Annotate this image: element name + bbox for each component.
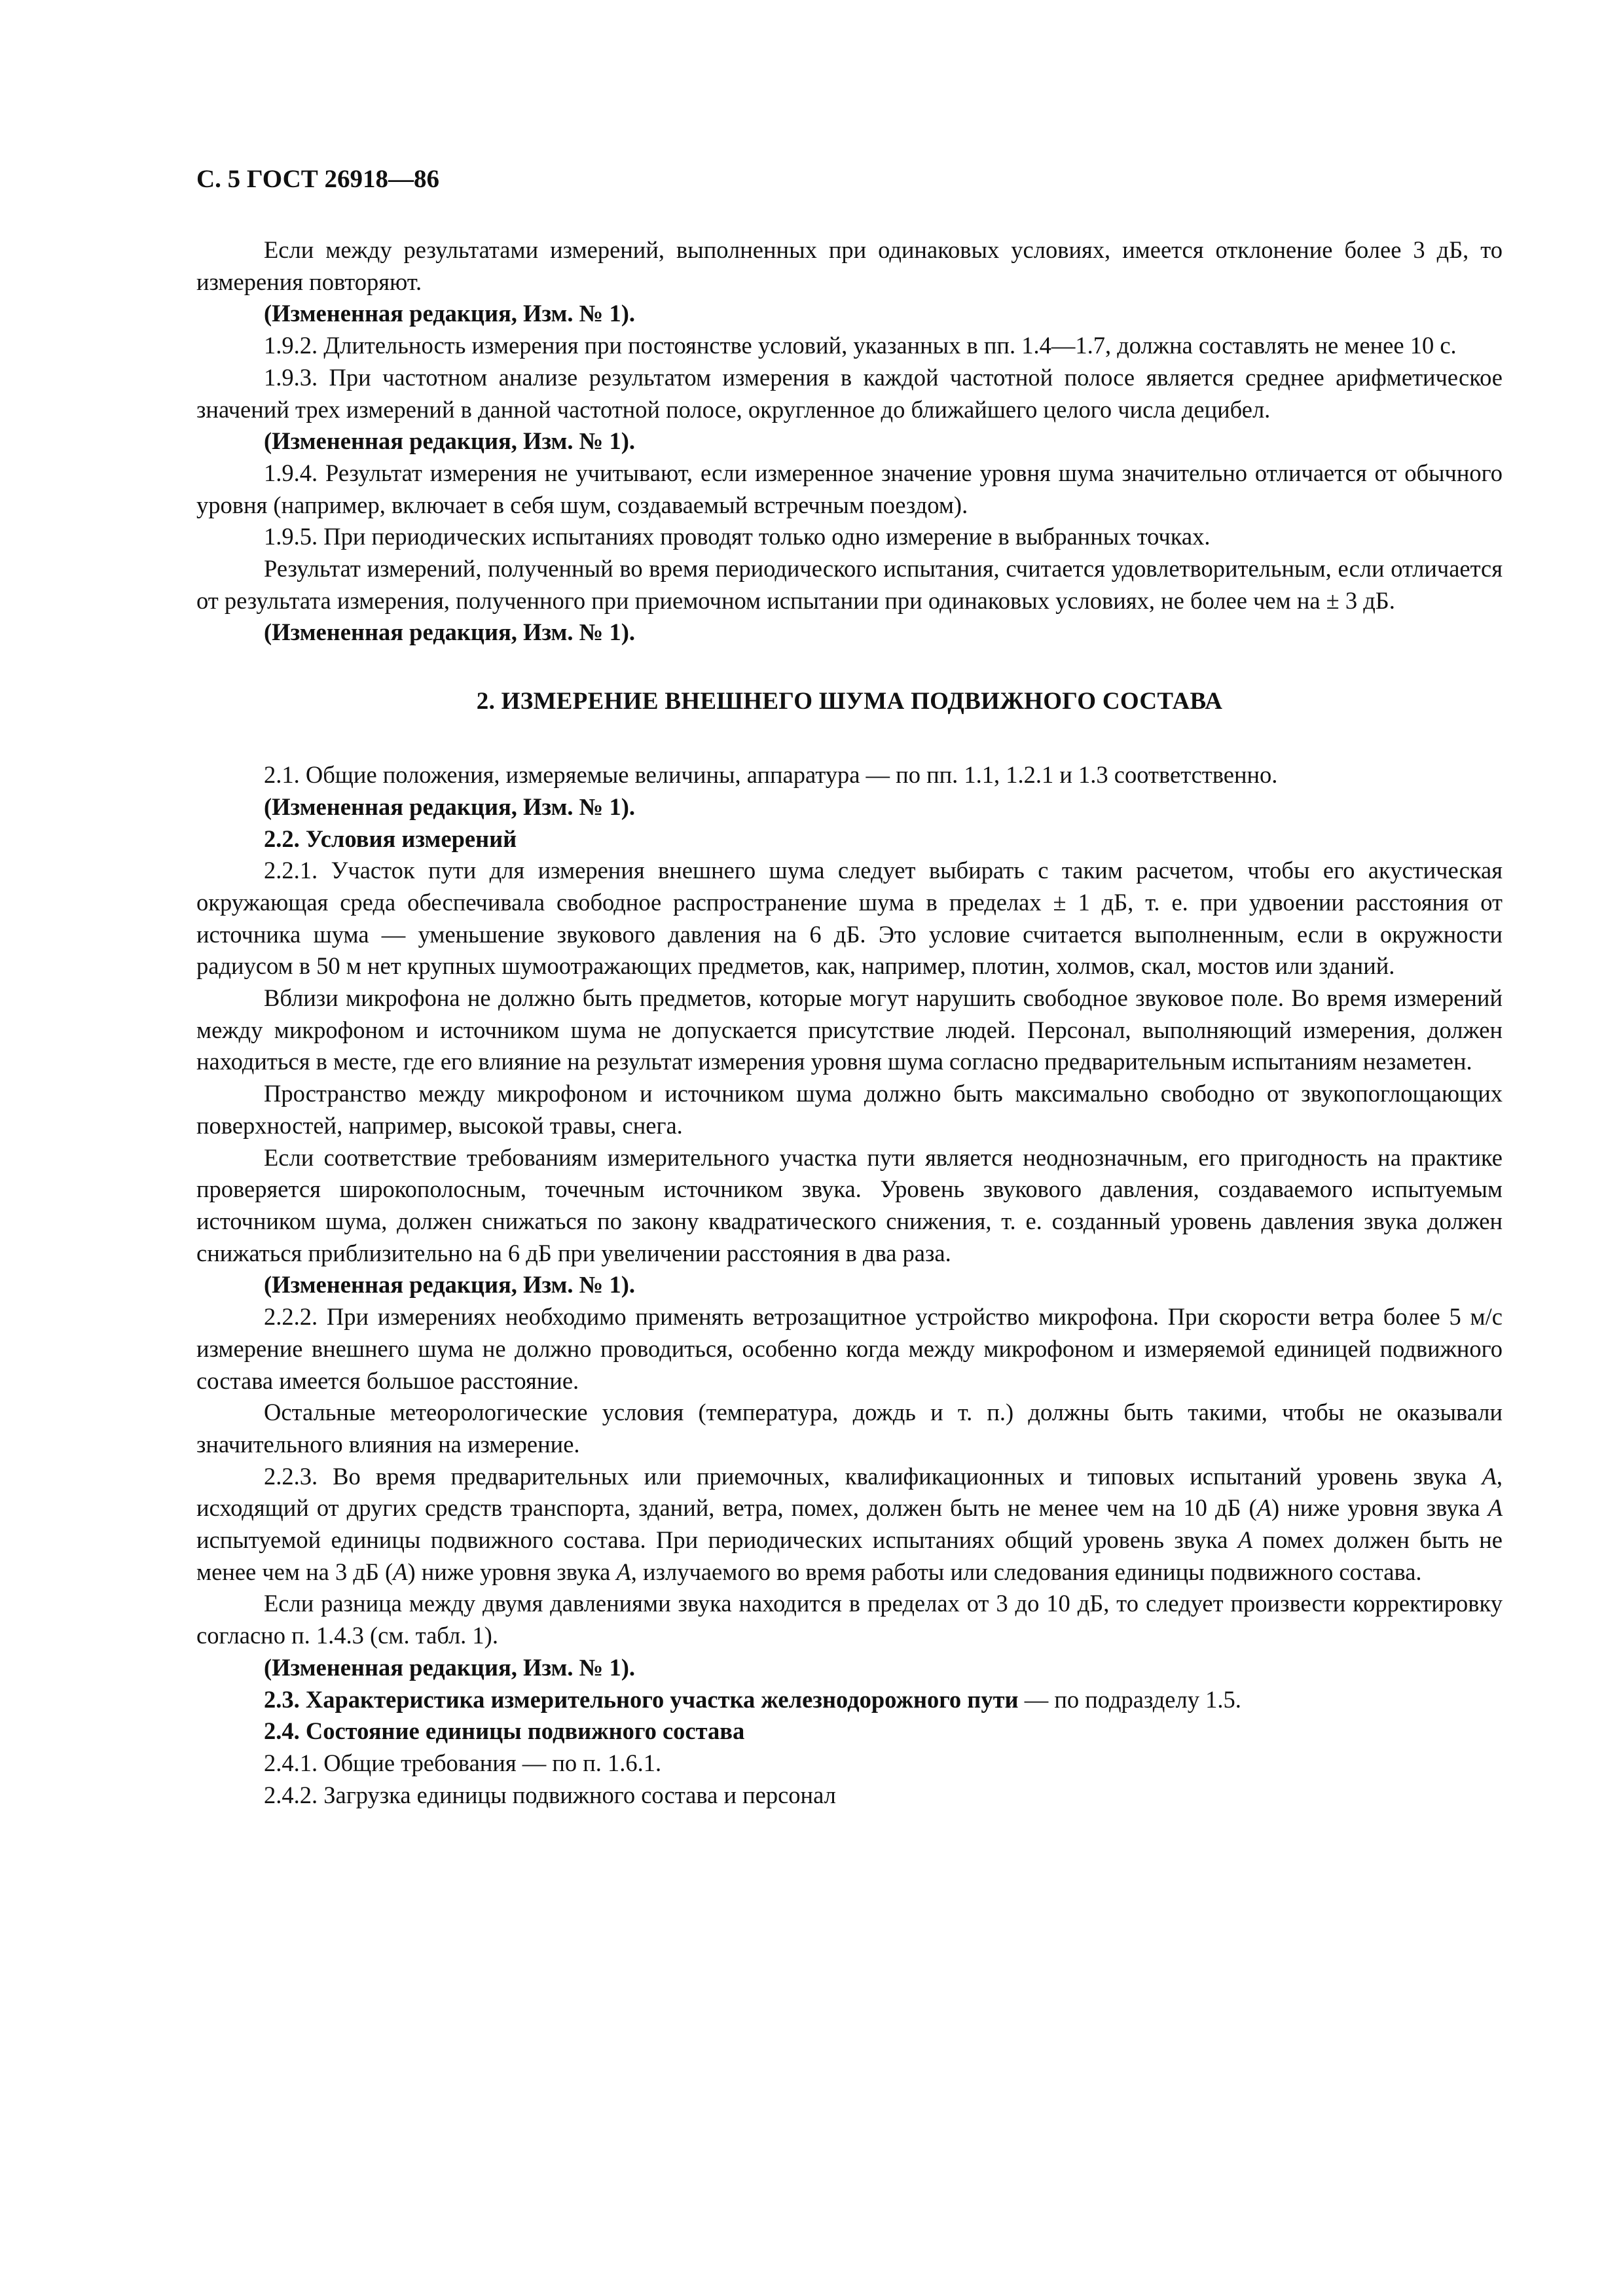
text-run: , исходящий от других средств транспорта, зданий, ветра, помех, должен быть не менее чем на 10 дБ (: [196, 1462, 1503, 1522]
text-run: помех должен быть не менее чем на 3 дБ (: [196, 1526, 1503, 1585]
paragraph-1-9-5: 1.9.5. При периодических испытаниях проводят только одно измерение в выбранных точках.: [264, 523, 1211, 550]
document-page: [196, 164, 1503, 1811]
italic-a: А: [616, 1558, 631, 1585]
paragraph: Пространство между микрофоном и источником шума должно быть максимально свободно от звукопоглощающих поверхностей, например, высокой травы, снега.: [196, 1080, 1503, 1139]
subsection-heading-2-3: 2.3. Характеристика измерительного участка железнодорожного пути: [264, 1685, 1019, 1713]
page-header: С. 5 ГОСТ 26918—86: [196, 165, 439, 193]
text-run: , излучаемого во время работы или следования единицы подвижного состава.: [630, 1558, 1422, 1585]
italic-a: А: [1256, 1494, 1271, 1522]
text-run: ) ниже уровня звука: [407, 1558, 617, 1585]
paragraph-1-9-2: 1.9.2. Длительность измерения при постоянстве условий, указанных в пп. 1.4—1.7, должна составлять не менее 10 с.: [264, 332, 1457, 359]
section-title: 2. ИЗМЕРЕНИЕ ВНЕШНЕГО ШУМА ПОДВИЖНОГО СОСТАВА: [476, 688, 1223, 715]
text-run: 2.2.3. Во время предварительных или приемочных, квалификационных и типовых испытаний уровень звука: [264, 1462, 1482, 1490]
amendment-note: (Измененная редакция, Изм. № 1).: [264, 427, 635, 455]
italic-a: А: [1482, 1462, 1497, 1490]
paragraph-2-2-3: [196, 1461, 1503, 1588]
paragraph-2-1: 2.1. Общие положения, измеряемые величины, аппаратура — по пп. 1.1, 1.2.1 и 1.3 соответственно.: [264, 761, 1278, 789]
paragraph-2-4-1: 2.4.1. Общие требования — по п. 1.6.1.: [264, 1749, 662, 1776]
paragraph-1-9-4: 1.9.4. Результат измерения не учитывают, если измеренное значение уровня шума значительно отличается от обычного уровня (например, включает в себя шум, создаваемый встречным поездом).: [196, 459, 1503, 518]
paragraph: Результат измерений, полученный во время периодического испытания, считается удовлетворительным, если отличается от результата измерения, полученного при приемочном испытании при одинаковых условиях, не более чем на ± 3 дБ.: [196, 555, 1503, 614]
text-run: — по подразделу 1.5.: [1018, 1685, 1241, 1713]
paragraph-2-4-2: 2.4.2. Загрузка единицы подвижного состава и персонал: [264, 1781, 836, 1808]
text-run: ) ниже уровня звука: [1271, 1494, 1488, 1522]
amendment-note: (Измененная редакция, Изм. № 1).: [264, 300, 635, 327]
paragraph-1-9-3: 1.9.3. При частотном анализе результатом измерения в каждой частотной полосе является среднее арифметическое значений трех измерений в данной частотной полосе, округленное до ближайшего целого числа децибел.: [196, 363, 1503, 423]
paragraph: Если соответствие требованиям измерительного участка пути является неоднозначным, его пригодность на практике проверяется широкополосным, точечным источником звука. Уровень звукового давления, создаваемого испытуемым источником шума, должен снижаться по закону квадратического снижения, т. е. созданный уровень давления звука должен снижаться приблизительно на 6 дБ при увеличении расстояния в два раза.: [196, 1143, 1503, 1266]
subsection-heading-2-2: 2.2. Условия измерений: [264, 825, 517, 852]
amendment-note: (Измененная редакция, Изм. № 1).: [264, 1271, 635, 1299]
paragraph: Если разница между двумя давлениями звука находится в пределах от 3 до 10 дБ, то следует произвести корректировку согласно п. 1.4.3 (см. табл. 1).: [196, 1590, 1503, 1649]
amendment-note: (Измененная редакция, Изм. № 1).: [264, 793, 635, 820]
italic-a: А: [393, 1558, 408, 1585]
paragraph: Вблизи микрофона не должно быть предметов, которые могут нарушить свободное звуковое поле. Во время измерений между микрофоном и источником шума не допускается присутствие людей. Персонал, выполняющий измерения, должен находиться в месте, где его влияние на результат измерения уровня шума согласно предварительным испытаниям незаметен.: [196, 984, 1503, 1075]
subsection-heading-2-4: 2.4. Состояние единицы подвижного состава: [264, 1717, 745, 1745]
paragraph-2-3: [196, 1684, 1503, 1716]
amendment-note: (Измененная редакция, Изм. № 1).: [264, 619, 635, 646]
italic-a: А: [1487, 1494, 1503, 1522]
paragraph-2-2-1: 2.2.1. Участок пути для измерения внешнего шума следует выбирать с таким расчетом, чтобы его акустическая окружающая среда обеспечивала свободное распространение шума в пределах ± 1 дБ, т. е. при удвоении расстояния от источника шума — уменьшение звукового давления на 6 дБ. Это условие считается выполненным, если в окружности радиусом в 50 м нет крупных шумоотражающих предметов, как, например, плотин, холмов, скал, мостов или зданий.: [196, 857, 1503, 980]
paragraph-2-2-2: 2.2.2. При измерениях необходимо применять ветрозащитное устройство микрофона. При скорости ветра более 5 м/с измерение внешнего шума не должно проводиться, особенно когда между микрофоном и измеряемой единицей подвижного состава имеется большое расстояние.: [196, 1303, 1503, 1394]
italic-a: А: [1237, 1526, 1253, 1554]
amendment-note: (Измененная редакция, Изм. № 1).: [264, 1653, 635, 1681]
paragraph: Если между результатами измерений, выполненных при одинаковых условиях, имеется отклонение более 3 дБ, то измерения повторяют.: [196, 236, 1503, 295]
paragraph: Остальные метеорологические условия (температура, дождь и т. п.) должны быть такими, чтобы не оказывали значительного влияния на измерение.: [196, 1399, 1503, 1458]
text-run: испытуемой единицы подвижного состава. При периодических испытаниях общий уровень звука: [196, 1526, 1238, 1554]
